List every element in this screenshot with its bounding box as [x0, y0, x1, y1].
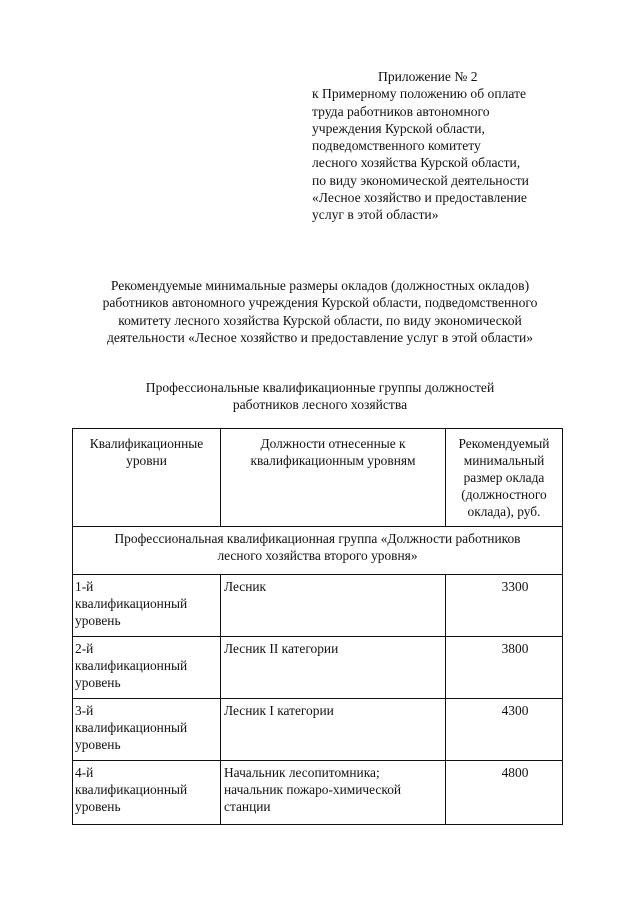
appendix-line: по виду экономической деятельности [312, 172, 529, 188]
salary-cell: 4300 [446, 699, 563, 761]
level-line: квалификационный [75, 658, 188, 673]
title-line: комитету лесного хозяйства Курской области, по виду экономической [118, 312, 522, 328]
level-line: уровень [75, 675, 121, 690]
title-line: работников автономного учреждения Курской области, подведомственного [102, 295, 538, 311]
positions-cell [221, 637, 446, 699]
position-line: Лесник I категории [224, 703, 334, 718]
salary-table [72, 428, 563, 825]
header-line: Должности отнесенные к [260, 436, 406, 451]
table-header-row [73, 429, 563, 527]
table-row [73, 699, 563, 761]
group-heading-line: Профессиональные квалификационные группы должностей [145, 380, 495, 395]
level-cell [73, 761, 221, 825]
appendix-line: Приложение № 2 [378, 69, 478, 84]
header-levels [73, 429, 221, 527]
salary-cell: 3300 [446, 575, 563, 637]
level-line: квалификационный [75, 596, 188, 611]
header-salary [446, 429, 563, 527]
positions-cell [221, 761, 446, 825]
position-line: Лесник [224, 579, 267, 594]
table-row [73, 761, 563, 825]
level-cell [73, 637, 221, 699]
position-line: Лесник II категории [224, 641, 339, 656]
level-line: уровень [75, 737, 121, 752]
level-cell [73, 699, 221, 761]
position-line: Начальник лесопитомника; [224, 765, 380, 780]
appendix-line: лесного хозяйства Курской области, [312, 155, 521, 171]
level-line: квалификационный [75, 782, 188, 797]
group-row-line: лесного хозяйства второго уровня» [217, 548, 418, 563]
level-line: 3-й [75, 703, 94, 718]
level-cell [73, 575, 221, 637]
document-title [60, 277, 580, 347]
level-line: уровень [75, 799, 121, 814]
header-line: уровни [126, 453, 167, 468]
header-line: (должностного [461, 487, 547, 502]
appendix-line: к Примерному положению об оплате [312, 86, 527, 102]
level-line: 1-й [75, 579, 94, 594]
title-line: деятельности «Лесное хозяйство и предоставление услуг в этой области» [106, 330, 534, 346]
position-line: начальник пожаро-химической [224, 782, 402, 797]
positions-cell [221, 575, 446, 637]
salary-cell: 4800 [446, 761, 563, 825]
appendix-line: «Лесное хозяйство и предоставление [312, 190, 527, 206]
header-line: Квалификационные [89, 436, 204, 451]
appendix-line: подведомственного комитету [312, 138, 481, 154]
level-line: 4-й [75, 765, 94, 780]
title-line: Рекомендуемые минимальные размеры окладов (должностных окладов) [110, 278, 530, 293]
group-heading [60, 379, 580, 414]
qualification-group-row [73, 527, 563, 575]
header-line: квалификационным уровням [250, 453, 416, 468]
header-line: оклада), руб. [467, 504, 541, 519]
header-line: минимальный [463, 453, 545, 468]
appendix-line: учреждения Курской области, [312, 120, 485, 136]
appendix-line: труда работников автономного [312, 103, 490, 119]
header-line: Рекомендуемый [458, 436, 550, 451]
level-line: квалификационный [75, 720, 188, 735]
header-positions [221, 429, 446, 527]
position-line: станции [224, 799, 271, 814]
table-row [73, 637, 563, 699]
appendix-note [312, 68, 632, 224]
table-row [73, 575, 563, 637]
level-line: уровень [75, 613, 121, 628]
group-heading-line: работников лесного хозяйства [232, 397, 408, 413]
level-line: 2-й [75, 641, 94, 656]
qualification-group-cell [73, 527, 563, 575]
group-row-line: Профессиональная квалификационная группа «Должности работников [114, 531, 521, 546]
salary-cell: 3800 [446, 637, 563, 699]
appendix-line: услуг в этой области» [312, 207, 439, 223]
header-line: размер оклада [463, 470, 545, 485]
positions-cell [221, 699, 446, 761]
